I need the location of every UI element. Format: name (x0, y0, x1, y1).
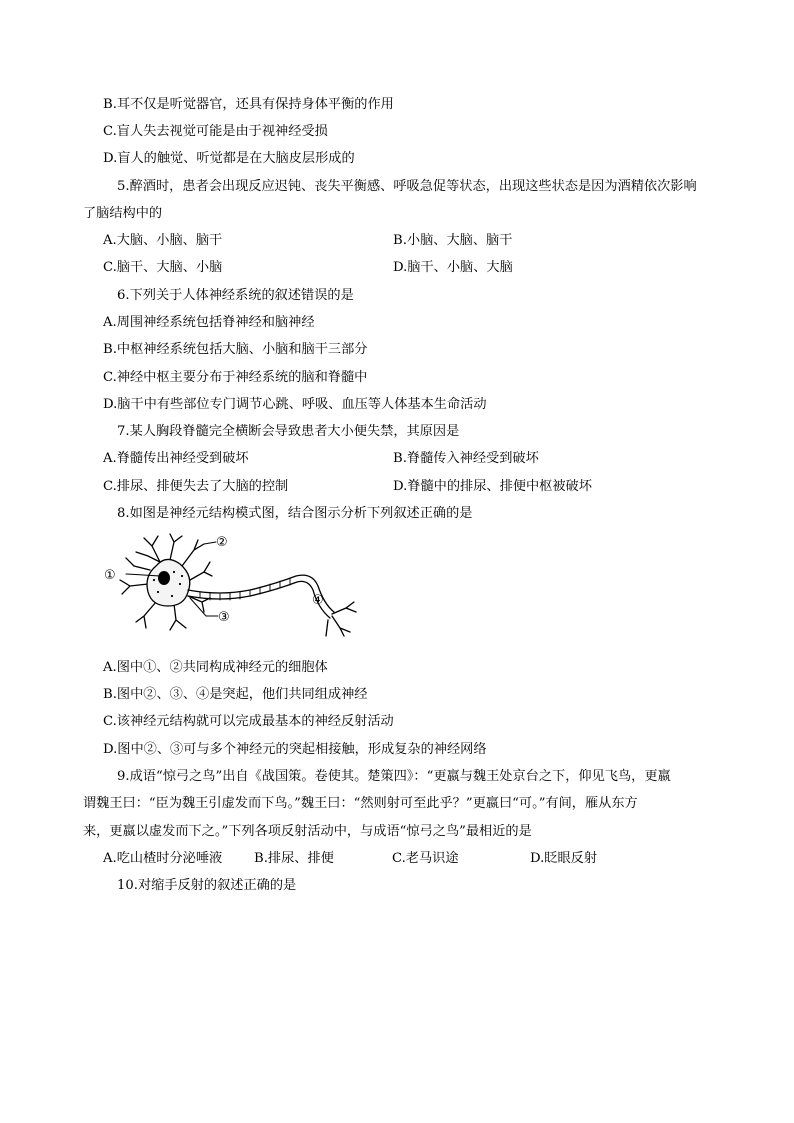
q10-stem: 10.对缩手反射的叙述正确的是 (117, 878, 297, 893)
q6-option-b: B.中枢神经系统包括大脑、小脑和脑干三部分 (103, 342, 368, 357)
figure-label-3: ③ (218, 610, 230, 625)
q9-stem-line2: 谓魏王曰：“臣为魏王引虚发而下鸟。”魏王曰：“然则射可至此乎？”更嬴曰“可。”有间，雁从东方 (83, 796, 638, 811)
figure-label-2: ② (216, 535, 228, 550)
q9-option-c: C.老马识途 (392, 851, 459, 866)
neuron-diagram (100, 532, 362, 654)
q9-option-d: D.眨眼反射 (530, 851, 598, 866)
q4-option-c: C.盲人失去视觉可能是由于视神经受损 (103, 124, 328, 139)
q6-option-a: A.周围神经系统包括脊神经和脑神经 (103, 315, 315, 330)
q8-option-b: B.图中②、③、④是突起，他们共同组成神经 (103, 687, 368, 702)
q5-option-b: B.小脑、大脑、脑干 (393, 233, 513, 248)
q4-option-b: B.耳不仅是听觉器官，还具有保持身体平衡的作用 (103, 97, 394, 112)
q5-stem-line1: 5.醉酒时，患者会出现反应迟钝、丧失平衡感、呼吸急促等状态，出现这些状态是因为酒精依次影响 (117, 179, 697, 194)
q8-option-d: D.图中②、③可与多个神经元的突起相接触，形成复杂的神经网络 (103, 742, 487, 757)
q5-option-a: A.大脑、小脑、脑干 (103, 233, 223, 248)
q5-option-c: C.脑干、大脑、小脑 (103, 260, 223, 275)
figure-label-1: ① (104, 568, 116, 583)
q9-option-a: A.吃山楂时分泌唾液 (103, 851, 223, 866)
q5-stem-line2: 了脑结构中的 (83, 206, 163, 221)
q7-option-a: A.脊髓传出神经受到破坏 (103, 451, 249, 466)
q7-option-b: B.脊髓传入神经受到破坏 (393, 451, 539, 466)
q8-option-c: C.该神经元结构就可以完成最基本的神经反射活动 (103, 714, 394, 729)
q7-option-d: D.脊髓中的排尿、排便中枢被破坏 (393, 479, 592, 494)
q8-option-a: A.图中①、②共同构成神经元的细胞体 (103, 660, 328, 675)
q4-option-d: D.盲人的触觉、听觉都是在大脑皮层形成的 (103, 151, 355, 166)
q6-option-d: D.脑干中有些部位专门调节心跳、呼吸、血压等人体基本生命活动 (103, 397, 487, 412)
figure-label-4: ④ (312, 593, 324, 608)
q7-option-c: C.排尿、排便失去了大脑的控制 (103, 479, 289, 494)
q9-stem-line1: 9.成语“惊弓之鸟”出自《战国策。卷使其。楚策四》：“更嬴与魏王处京台之下，仰见飞鸟，更嬴 (117, 769, 671, 784)
q9-option-b: B.排尿、排便 (254, 851, 334, 866)
q8-stem: 8.如图是神经元结构模式图，结合图示分析下列叙述正确的是 (117, 506, 473, 521)
q6-option-c: C.神经中枢主要分布于神经系统的脑和脊髓中 (103, 370, 368, 385)
q6-stem: 6.下列关于人体神经系统的叙述错误的是 (117, 288, 354, 303)
q7-stem: 7.某人胸段脊髓完全横断会导致患者大小便失禁，其原因是 (117, 424, 460, 439)
q9-stem-line3: 来，更嬴以虚发而下之。”下列各项反射活动中，与成语“惊弓之鸟”最相近的是 (83, 824, 532, 839)
q5-option-d: D.脑干、小脑、大脑 (393, 260, 513, 275)
